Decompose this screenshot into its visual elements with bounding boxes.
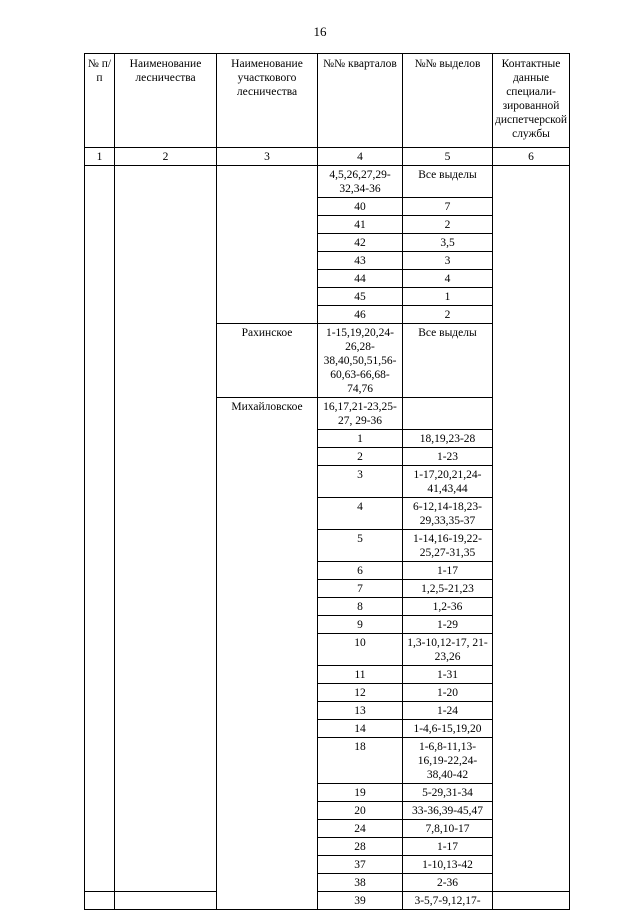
district-forestry-cell: Михайловское [217,398,318,430]
table-body [85,54,570,910]
sections-cell: 1,3-10,12-17, 21-23,26 [403,634,493,666]
row-number-cell [85,466,115,498]
table-row [85,580,570,598]
sections-cell: 2 [403,306,493,324]
district-forestry-cell [217,498,318,530]
sections-cell: 1-31 [403,666,493,684]
sections-cell: 1-17,20,21,24-41,43,44 [403,466,493,498]
row-number-cell [85,324,115,398]
quarters-cell: 44 [318,270,403,288]
contacts-cell [493,430,570,448]
contacts-cell [493,666,570,684]
sections-cell: 1-20 [403,684,493,702]
row-number-cell [85,702,115,720]
sections-cell: 5-29,31-34 [403,784,493,802]
quarters-cell: 19 [318,784,403,802]
quarters-cell: 43 [318,252,403,270]
sections-cell: 4 [403,270,493,288]
table-row [85,720,570,738]
contacts-cell [493,270,570,288]
forestry-cell [115,306,217,324]
contacts-cell [493,580,570,598]
forestry-cell [115,448,217,466]
quarters-cell: 24 [318,820,403,838]
district-forestry-cell [217,784,318,802]
row-number-cell [85,838,115,856]
contacts-cell [493,252,570,270]
contacts-cell [493,324,570,398]
row-number-cell [85,784,115,802]
sections-cell: Все выделы [403,166,493,198]
quarters-cell: 37 [318,856,403,874]
table-row [85,270,570,288]
contacts-cell [493,166,570,198]
district-forestry-cell [217,216,318,234]
quarters-cell: 39 [318,892,403,910]
row-number-cell [85,498,115,530]
quarters-cell: 38 [318,874,403,892]
contacts-cell [493,234,570,252]
contacts-cell [493,288,570,306]
row-number-cell [85,270,115,288]
table-row [85,802,570,820]
quarters-cell: 12 [318,684,403,702]
forestry-cell [115,820,217,838]
contacts-cell [493,702,570,720]
contacts-cell [493,498,570,530]
forestry-cell [115,684,217,702]
contacts-cell [493,616,570,634]
table-row [85,306,570,324]
sections-cell: 1-4,6-15,19,20 [403,720,493,738]
district-forestry-cell [217,892,318,910]
row-number-cell [85,892,115,910]
district-forestry-cell [217,856,318,874]
district-forestry-cell [217,466,318,498]
table-row [85,666,570,684]
contacts-cell [493,802,570,820]
quarters-cell: 7 [318,580,403,598]
district-forestry-cell [217,562,318,580]
sections-cell: 1-17 [403,562,493,580]
sections-cell: 3 [403,252,493,270]
district-forestry-cell [217,234,318,252]
forestry-cell [115,166,217,198]
row-number-cell [85,530,115,562]
table-row [85,530,570,562]
district-forestry-cell [217,802,318,820]
row-number-cell [85,198,115,216]
sections-cell: 2-36 [403,874,493,892]
forestry-cell [115,616,217,634]
sections-cell: 1-14,16-19,22-25,27-31,35 [403,530,493,562]
table-row [85,702,570,720]
contacts-cell [493,634,570,666]
district-forestry-cell [217,634,318,666]
forestry-cell [115,856,217,874]
column-number: 2 [115,148,217,166]
district-forestry-cell [217,684,318,702]
quarters-cell: 1-15,19,20,24-26,28-38,40,50,51,56-60,63-66,68-74,76 [318,324,403,398]
quarters-cell: 18 [318,738,403,784]
forestry-cell [115,634,217,666]
table-row [85,874,570,892]
district-forestry-cell [217,666,318,684]
sections-cell: 1-10,13-42 [403,856,493,874]
quarters-cell: 8 [318,598,403,616]
row-number-cell [85,634,115,666]
forestry-cell [115,430,217,448]
forestry-cell [115,198,217,216]
sections-cell: 3,5 [403,234,493,252]
table-row [85,562,570,580]
row-number-cell [85,874,115,892]
row-number-cell [85,738,115,784]
row-number-cell [85,430,115,448]
quarters-cell: 20 [318,802,403,820]
forestry-cell [115,598,217,616]
district-forestry-cell [217,530,318,562]
sections-cell: 1,2-36 [403,598,493,616]
forestry-cell [115,252,217,270]
quarters-cell: 42 [318,234,403,252]
row-number-cell [85,562,115,580]
district-forestry-cell [217,616,318,634]
row-number-cell [85,616,115,634]
sections-cell: 18,19,23-28 [403,430,493,448]
forestry-table [84,53,570,910]
contacts-cell [493,738,570,784]
row-number-cell [85,306,115,324]
header-row [85,54,570,148]
forestry-cell [115,466,217,498]
contacts-cell [493,562,570,580]
quarters-cell: 2 [318,448,403,466]
row-number-cell [85,166,115,198]
row-number-cell [85,448,115,466]
contacts-cell [493,198,570,216]
contacts-cell [493,466,570,498]
header-cell-forestry: Наименование лесничества [115,54,217,148]
quarters-cell: 45 [318,288,403,306]
table-row [85,288,570,306]
table-row [85,216,570,234]
contacts-cell [493,784,570,802]
header-cell-quarters: №№ кварталов [318,54,403,148]
sections-cell: 6-12,14-18,23-29,33,35-37 [403,498,493,530]
quarters-cell: 3 [318,466,403,498]
contacts-cell [493,448,570,466]
sections-cell: Все выделы [403,324,493,398]
quarters-cell: 6 [318,562,403,580]
sections-cell: 3-5,7-9,12,17- [403,892,493,910]
row-number-cell [85,802,115,820]
column-number: 3 [217,148,318,166]
forestry-cell [115,838,217,856]
table-row [85,856,570,874]
district-forestry-cell [217,720,318,738]
header-cell-number: № п/п [85,54,115,148]
row-number-cell [85,216,115,234]
forestry-cell [115,666,217,684]
quarters-cell: 40 [318,198,403,216]
quarters-cell: 13 [318,702,403,720]
contacts-cell [493,530,570,562]
table-row [85,466,570,498]
forestry-cell [115,562,217,580]
column-number: 1 [85,148,115,166]
table-row [85,738,570,784]
contacts-cell [493,820,570,838]
district-forestry-cell [217,738,318,784]
district-forestry-cell [217,252,318,270]
district-forestry-cell [217,598,318,616]
sections-cell: 1 [403,288,493,306]
forestry-cell [115,784,217,802]
quarters-cell: 16,17,21-23,25-27, 29-36 [318,398,403,430]
row-number-cell [85,720,115,738]
district-forestry-cell: Рахинское [217,324,318,398]
sections-cell: 1-17 [403,838,493,856]
contacts-cell [493,216,570,234]
header-cell-sections: №№ выделов [403,54,493,148]
header-cell-contacts: Контактные данные специали-зированной диспетчерской службы [493,54,570,148]
column-number: 6 [493,148,570,166]
quarters-cell: 9 [318,616,403,634]
row-number-cell [85,252,115,270]
contacts-cell [493,892,570,910]
row-number-cell [85,820,115,838]
forestry-cell [115,216,217,234]
forestry-cell [115,702,217,720]
forestry-cell [115,324,217,398]
table-row [85,398,570,430]
sections-cell: 7 [403,198,493,216]
quarters-cell: 28 [318,838,403,856]
district-forestry-cell [217,270,318,288]
sections-cell: 33-36,39-45,47 [403,802,493,820]
row-number-cell [85,234,115,252]
forestry-cell [115,234,217,252]
district-forestry-cell [217,198,318,216]
contacts-cell [493,856,570,874]
forestry-cell [115,738,217,784]
forestry-cell [115,530,217,562]
district-forestry-cell [217,448,318,466]
table-row [85,166,570,198]
forestry-cell [115,288,217,306]
district-forestry-cell [217,874,318,892]
sections-cell [403,398,493,430]
contacts-cell [493,684,570,702]
quarters-cell: 46 [318,306,403,324]
sections-cell: 1-24 [403,702,493,720]
district-forestry-cell [217,306,318,324]
contacts-cell [493,598,570,616]
row-number-cell [85,666,115,684]
sections-cell: 7,8,10-17 [403,820,493,838]
table-row [85,498,570,530]
contacts-cell [493,874,570,892]
row-number-cell [85,856,115,874]
contacts-cell [493,306,570,324]
table-row [85,252,570,270]
contacts-cell [493,398,570,430]
table-row [85,198,570,216]
row-number-cell [85,684,115,702]
forestry-cell [115,498,217,530]
table-row [85,892,570,910]
quarters-cell: 1 [318,430,403,448]
contacts-cell [493,838,570,856]
table-row [85,598,570,616]
forestry-cell [115,874,217,892]
header-cell-district-forestry: Наименование участкового лесничества [217,54,318,148]
district-forestry-cell [217,702,318,720]
sections-cell: 1-23 [403,448,493,466]
sections-cell: 1,2,5-21,23 [403,580,493,598]
table-row [85,448,570,466]
district-forestry-cell [217,288,318,306]
quarters-cell: 14 [318,720,403,738]
sections-cell: 2 [403,216,493,234]
table-row [85,634,570,666]
row-number-cell [85,288,115,306]
table-row [85,616,570,634]
forestry-cell [115,580,217,598]
forestry-cell [115,892,217,910]
quarters-cell: 4 [318,498,403,530]
forestry-cell [115,802,217,820]
quarters-cell: 11 [318,666,403,684]
quarters-cell: 10 [318,634,403,666]
forestry-cell [115,270,217,288]
table-row [85,684,570,702]
column-number: 5 [403,148,493,166]
quarters-cell: 41 [318,216,403,234]
sections-cell: 1-6,8-11,13-16,19-22,24-38,40-42 [403,738,493,784]
contacts-cell [493,720,570,738]
district-forestry-cell [217,838,318,856]
table-row [85,784,570,802]
quarters-cell: 5 [318,530,403,562]
district-forestry-cell [217,166,318,198]
column-number-row [85,148,570,166]
table-row [85,838,570,856]
row-number-cell [85,580,115,598]
forestry-cell [115,398,217,430]
table-row [85,234,570,252]
page-number: 16 [313,24,327,39]
district-forestry-cell [217,820,318,838]
column-number: 4 [318,148,403,166]
row-number-cell [85,598,115,616]
sections-cell: 1-29 [403,616,493,634]
table-row [85,820,570,838]
quarters-cell: 4,5,26,27,29-32,34-36 [318,166,403,198]
forestry-cell [115,720,217,738]
district-forestry-cell [217,430,318,448]
table-row [85,430,570,448]
table-row [85,324,570,398]
district-forestry-cell [217,580,318,598]
row-number-cell [85,398,115,430]
